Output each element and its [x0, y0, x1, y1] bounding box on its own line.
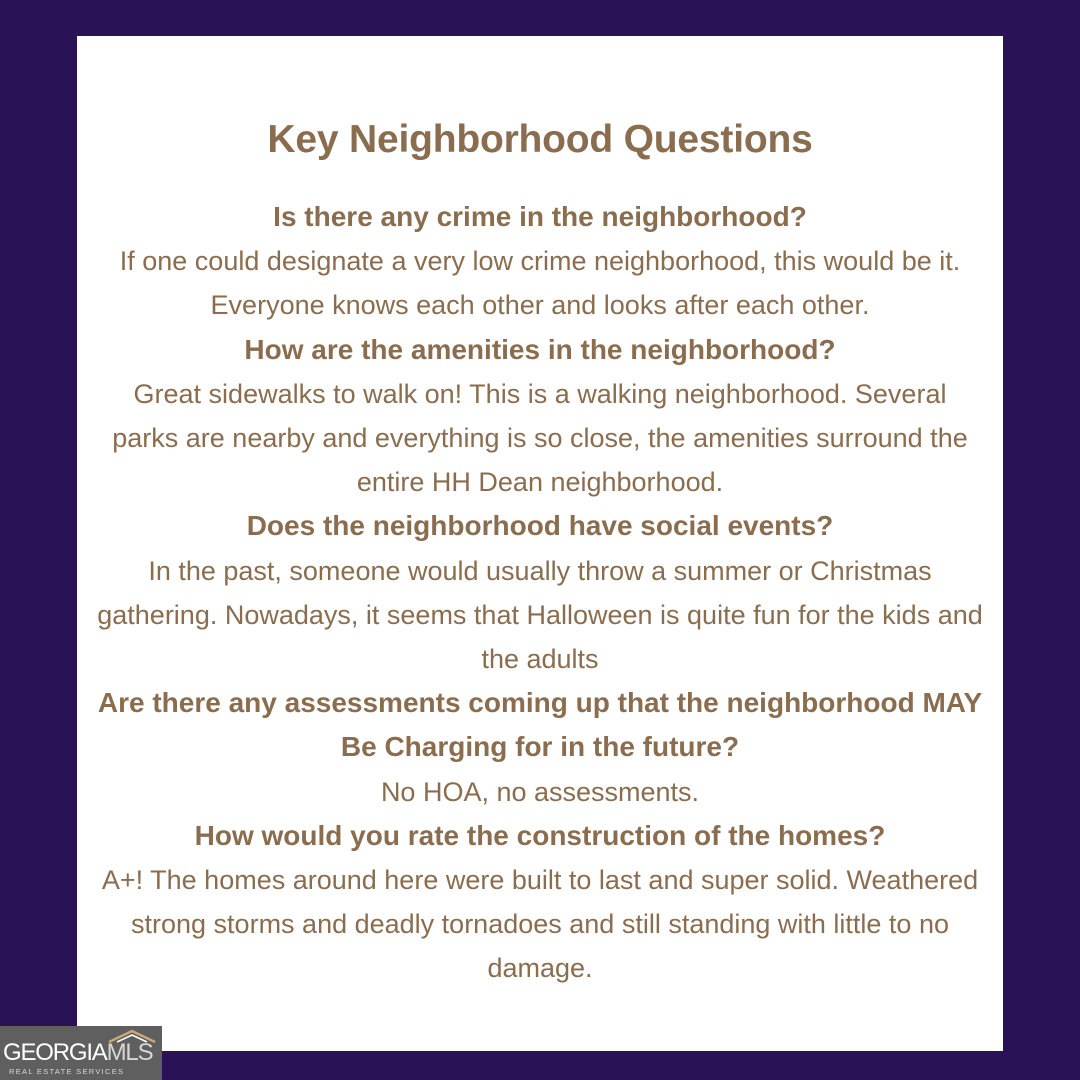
question-assessments: Are there any assessments coming up that the neighborhood MAY Be Charging for in the future? [97, 687, 983, 763]
answer-construction: A+! The homes around here were built to last and super solid. Weathered strong storms and deadly tornadoes and still standing with little to no damage. [101, 865, 979, 984]
question-social-events: Does the neighborhood have social events? [246, 510, 834, 542]
question-crime: Is there any crime in the neighborhood? [273, 201, 807, 232]
answer-amenities: Great sidewalks to walk on! This is a walking neighborhood. Several parks are nearby and everything is so close, the amenities surround the entire HH Dean neighborhood. [112, 378, 968, 498]
qa-list [97, 195, 983, 991]
answer-assessments: No HOA, no assessments. [380, 776, 700, 807]
question-amenities: How are the amenities in the neighborhood? [244, 333, 836, 365]
answer-crime: If one could designate a very low crime neighborhood, this would be it. Everyone knows each other and looks after each other. [119, 246, 961, 321]
logo-word-georgia: GEORGIA [3, 1039, 107, 1066]
logo-word-mls: MLS [106, 1039, 153, 1066]
logo-tagline: REAL ESTATE SERVICES [9, 1067, 125, 1076]
logo-wordmark [3, 1039, 152, 1067]
question-construction: How would you rate the construction of the homes? [194, 819, 886, 851]
answer-social-events: In the past, someone would usually throw a summer or Christmas gathering. Nowadays, it seems that Halloween is quite fun for the kids and the adults [97, 555, 983, 675]
page-title: Key Neighborhood Questions [267, 118, 813, 161]
content-card [77, 36, 1003, 1051]
georgia-mls-logo [0, 1026, 162, 1080]
